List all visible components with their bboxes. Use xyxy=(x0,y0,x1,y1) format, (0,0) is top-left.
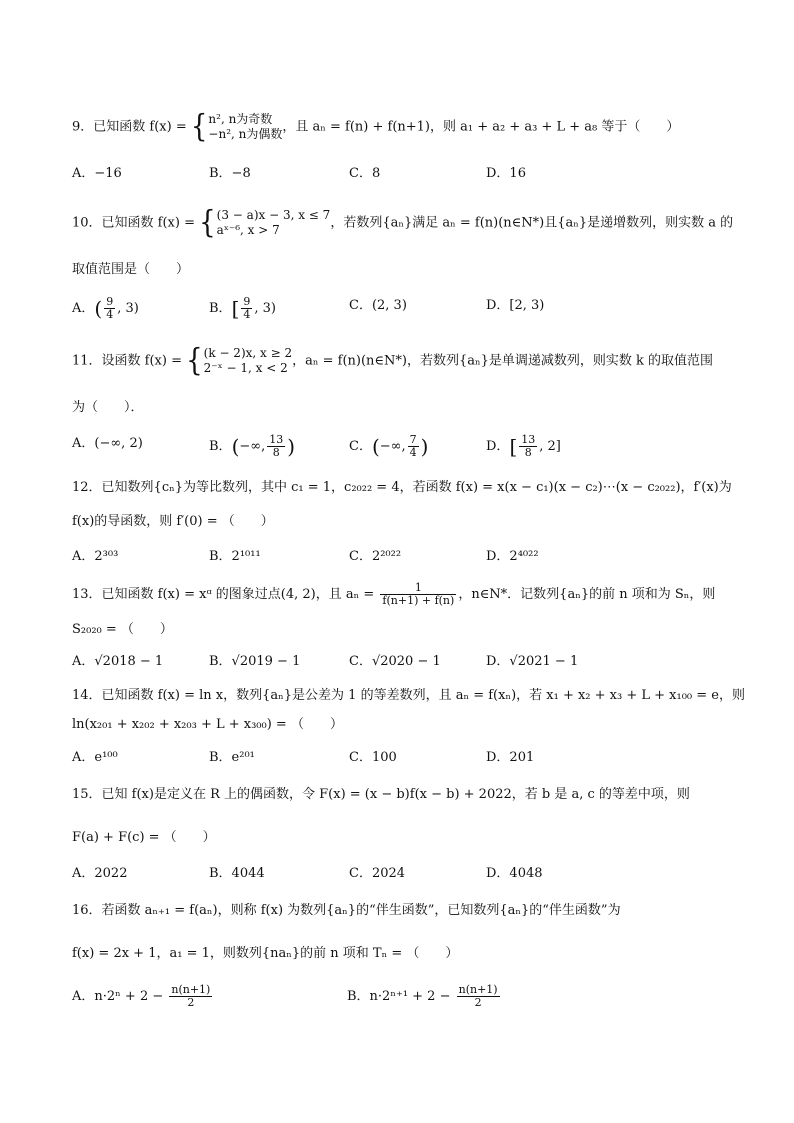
question-13-options xyxy=(72,652,734,672)
question-11-stem-c: 为（ ）． xyxy=(72,400,144,415)
option-a[interactable]: A．(−∞, 2) xyxy=(72,436,143,451)
question-14: 14．已知函数 f(x) = ln x，数列{aₙ}是公差为 1 的等差数列，且 aₙ = f(xₙ)，若 x₁ + x₂ + x₃ + L + x₁₀₀ = e，则 xyxy=(72,688,745,703)
option-c[interactable]: C．2024 xyxy=(349,866,406,881)
option-a[interactable]: A．e¹⁰⁰ xyxy=(72,750,118,765)
option-d[interactable]: D．√2021 − 1 xyxy=(486,654,579,669)
question-9-stem-a: 9．已知函数 f(x) = xyxy=(72,119,191,135)
option-c[interactable]: C．8 xyxy=(349,166,381,181)
option-b[interactable]: B．n·2ⁿ⁺¹ + 2 − $\frac{n(n+1)}{2}$ xyxy=(347,983,498,1009)
question-15: 15．已知 f(x)是定义在 R 上的偶函数，令 F(x) = (x − b)f(x − b) + 2022，若 b 是 a, c 的等差中项，则 xyxy=(72,787,690,802)
option-c[interactable]: C．100 xyxy=(349,750,397,765)
question-10: 10．已知函数 f(x) = { (3 − a)x − 3, x ≤ 7 aˣ⁻⁶, x > 7 ，若数列{aₙ}满足 aₙ = f(n)(n∈N*)且{aₙ}是递增数列，则实数 a 的 xyxy=(72,205,734,241)
option-c[interactable]: C．√2020 − 1 xyxy=(349,654,441,669)
option-a[interactable]: A．−16 xyxy=(72,166,122,181)
option-d[interactable]: D．[2, 3) xyxy=(486,298,545,313)
question-9-options xyxy=(72,164,734,184)
question-9-cases: n², n为奇数 −n², n为偶数 xyxy=(208,112,283,141)
question-12-options xyxy=(72,547,734,567)
option-b[interactable]: B．√2019 − 1 xyxy=(209,654,301,669)
question-10-options xyxy=(72,295,734,321)
question-10-stem-c: 取值范围是（ ） xyxy=(72,262,190,277)
option-b[interactable]: B．2¹⁰¹¹ xyxy=(209,549,261,564)
option-d[interactable]: D．16 xyxy=(486,166,526,181)
question-12: 12．已知数列{cₙ}为等比数列，其中 c₁ = 1，c₂₀₂₂ = 4，若函数 f(x) = x(x − c₁)(x − c₂)⋯(x − c₂₀₂₂)，f′(x)为 xyxy=(72,480,732,495)
option-c[interactable]: C．(2, 3) xyxy=(349,298,407,313)
option-b[interactable]: B．−8 xyxy=(209,166,251,181)
option-a[interactable]: A．2³⁰³ xyxy=(72,549,119,564)
option-a[interactable]: A．n·2ⁿ + 2 − $\frac{n(n+1)}{2}$ xyxy=(72,983,211,1009)
question-16: 16．若函数 aₙ₊₁ = f(aₙ)，则称 f(x) 为数列{aₙ}的“伴生函数”，已知数列{aₙ}的“伴生函数”为 xyxy=(72,903,621,918)
option-d[interactable]: D．2⁴⁰²² xyxy=(486,549,539,564)
option-d[interactable]: D．201 xyxy=(486,750,535,765)
option-a[interactable]: A．√2018 − 1 xyxy=(72,654,164,669)
option-a[interactable]: A．( $\frac{9}{4}$ , 3) xyxy=(72,295,139,321)
question-16-stem-c: f(x) = 2x + 1，a₁ = 1，则数列{naₙ}的前 n 项和 Tₙ = （ ） xyxy=(72,946,459,961)
option-d[interactable]: D．[ $\frac{13}{8}$ , 2] xyxy=(486,433,561,459)
question-13-stem-c: S₂₀₂₀ = （ ） xyxy=(72,622,173,637)
question-14-stem-c: ln(x₂₀₁ + x₂₀₂ + x₂₀₃ + L + x₃₀₀) = （ ） xyxy=(72,717,343,732)
option-a[interactable]: A．2022 xyxy=(72,866,128,881)
question-16-options xyxy=(72,984,734,1014)
question-11: 11．设函数 f(x) = { (k − 2)x, x ≥ 2 2⁻ˣ − 1, x < 2 ，aₙ = f(n)(n∈N*)，若数列{aₙ}是单调递减数列，则实数 k 的取值范围 xyxy=(72,343,714,379)
option-c[interactable]: C．(−∞, $\frac{7}{4}$ ) xyxy=(349,433,429,459)
option-b[interactable]: B．(−∞, $\frac{13}{8}$ ) xyxy=(209,433,296,459)
option-b[interactable]: B．e²⁰¹ xyxy=(209,750,255,765)
question-11-options xyxy=(72,433,734,459)
question-9: 9．已知函数 f(x) = { n², n为奇数 −n², n为偶数 ，且 aₙ = f(n) + f(n+1)，则 a₁ + a₂ + a₃ + L + a₈ 等于（ ） xyxy=(72,109,680,145)
question-9-stem-b: ，且 aₙ = f(n) + f(n+1)，则 a₁ + a₂ + a₃ + L + a₈ 等于（ ） xyxy=(282,119,680,135)
question-14-options xyxy=(72,748,734,768)
question-13: 13．已知函数 f(x) = xᵅ 的图象过点(4, 2)，且 aₙ = $\frac{1}{f(n+1) + f(n)}$ ，n∈N*．记数列{aₙ}的前 n 项和为 Sₙ，则 xyxy=(72,581,716,607)
question-12-stem-c: f(x)的导函数，则 f′(0) = （ ） xyxy=(72,514,274,529)
option-c[interactable]: C．2²⁰²² xyxy=(349,549,402,564)
option-b[interactable]: B．[ $\frac{9}{4}$ , 3) xyxy=(209,295,276,321)
question-15-stem-c: F(a) + F(c) = （ ） xyxy=(72,830,216,845)
option-d[interactable]: D．4048 xyxy=(486,866,543,881)
option-b[interactable]: B．4044 xyxy=(209,866,265,881)
question-15-options xyxy=(72,864,734,884)
